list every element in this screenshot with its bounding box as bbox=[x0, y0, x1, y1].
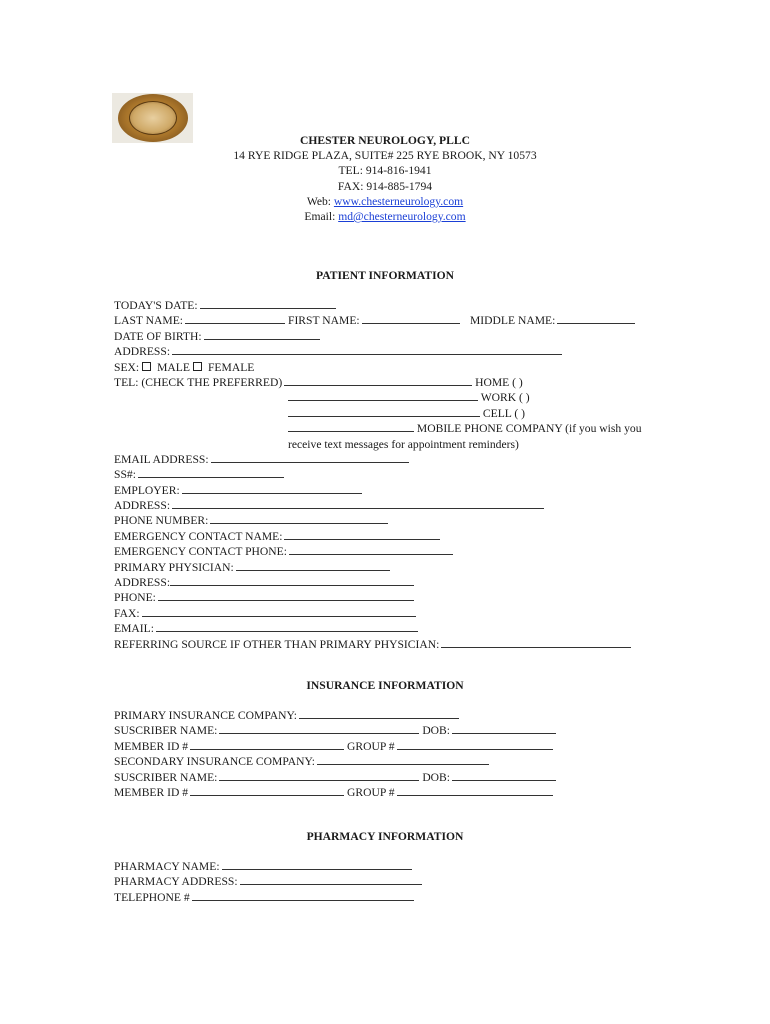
primary-physician-row bbox=[114, 560, 642, 575]
subscriber2-dob-label: DOB: bbox=[422, 770, 451, 784]
subscriber2-row bbox=[114, 770, 556, 785]
subscriber2-dob-field[interactable] bbox=[452, 770, 556, 781]
todays-date-field[interactable] bbox=[200, 298, 336, 309]
home-label: HOME ( ) bbox=[475, 375, 523, 389]
cell-phone-field[interactable] bbox=[288, 406, 480, 417]
employer-row bbox=[114, 483, 642, 498]
insurance-info-title: INSURANCE INFORMATION bbox=[306, 679, 464, 692]
email-link[interactable]: md@chesterneurology.com bbox=[338, 210, 466, 224]
mobile-note: receive text messages for appointment reminders) bbox=[288, 437, 519, 451]
first-name-label: FIRST NAME: bbox=[288, 314, 360, 328]
home-phone-field[interactable] bbox=[284, 375, 472, 386]
tel-home-row bbox=[114, 375, 642, 390]
logo-seal-inner bbox=[129, 101, 177, 135]
address-row bbox=[114, 344, 642, 359]
physician-email-label: EMAIL: bbox=[114, 622, 154, 636]
email-row bbox=[114, 452, 642, 467]
male-checkbox[interactable] bbox=[142, 362, 151, 371]
practice-web bbox=[0, 194, 770, 209]
physician-fax-label: FAX: bbox=[114, 606, 140, 620]
email-field[interactable] bbox=[211, 452, 409, 463]
subscriber-dob-field[interactable] bbox=[452, 723, 556, 734]
subscriber-name-label: SUSCRIBER NAME: bbox=[114, 724, 218, 738]
pharmacy-telephone-row bbox=[114, 890, 422, 905]
emergency-name-field[interactable] bbox=[284, 529, 440, 540]
group-field[interactable] bbox=[397, 739, 553, 750]
mobile-company-row bbox=[114, 421, 642, 436]
female-label: FEMALE bbox=[207, 360, 255, 374]
referring-source-label: REFERRING SOURCE IF OTHER THAN PRIMARY PHYSICIAN: bbox=[114, 637, 440, 651]
sex-row bbox=[114, 360, 642, 375]
male-label: MALE bbox=[157, 360, 190, 374]
referring-source-field[interactable] bbox=[441, 637, 631, 648]
mobile-company-label: MOBILE PHONE COMPANY (if you wish you bbox=[416, 422, 642, 436]
physician-phone-field[interactable] bbox=[158, 590, 414, 601]
first-name-group bbox=[288, 313, 460, 328]
first-name-field[interactable] bbox=[362, 313, 460, 324]
member2-row bbox=[114, 785, 556, 800]
subscriber2-name-label: SUSCRIBER NAME: bbox=[114, 770, 218, 784]
dob-label: DATE OF BIRTH: bbox=[114, 329, 202, 343]
group2-field[interactable] bbox=[397, 785, 553, 796]
subscriber-name-field[interactable] bbox=[219, 723, 419, 734]
physician-phone-row bbox=[114, 590, 642, 605]
group-label: GROUP # bbox=[346, 739, 395, 753]
address-label: ADDRESS: bbox=[114, 345, 171, 359]
subscriber-dob-label: DOB: bbox=[422, 724, 451, 738]
pharmacy-name-label: PHARMACY NAME: bbox=[114, 860, 220, 873]
member-id-label: MEMBER ID # bbox=[114, 739, 189, 753]
pharmacy-address-field[interactable] bbox=[240, 874, 422, 885]
physician-address-row bbox=[114, 575, 642, 590]
primary-physician-field[interactable] bbox=[236, 560, 390, 571]
pharmacy-telephone-field[interactable] bbox=[192, 890, 414, 901]
web-label: Web: bbox=[306, 194, 334, 208]
ss-label: SS#: bbox=[114, 468, 136, 482]
subscriber-row bbox=[114, 723, 556, 738]
patient-info-title: PATIENT INFORMATION bbox=[316, 269, 454, 282]
primary-physician-label: PRIMARY PHYSICIAN: bbox=[114, 560, 234, 574]
tel-label: TEL: (CHECK THE PREFERRED) bbox=[114, 375, 283, 389]
pharmacy-name-field[interactable] bbox=[222, 859, 412, 870]
physician-address-field[interactable] bbox=[170, 575, 414, 586]
phone-number-row bbox=[114, 513, 642, 528]
primary-insurance-field[interactable] bbox=[299, 708, 459, 719]
pharmacy-info-title: PHARMACY INFORMATION bbox=[306, 830, 464, 843]
tel-cell-row bbox=[114, 406, 642, 421]
secondary-insurance-field[interactable] bbox=[317, 754, 489, 765]
phone-number-field[interactable] bbox=[210, 513, 388, 524]
secondary-insurance-label: SECONDARY INSURANCE COMPANY: bbox=[114, 755, 316, 769]
middle-name-field[interactable] bbox=[557, 313, 635, 324]
physician-email-field[interactable] bbox=[156, 621, 418, 632]
emergency-phone-label: EMERGENCY CONTACT PHONE: bbox=[114, 545, 287, 559]
patient-info-section bbox=[114, 298, 642, 652]
physician-address-label: ADDRESS: bbox=[114, 576, 171, 590]
group2-label: GROUP # bbox=[346, 785, 395, 799]
ss-row bbox=[114, 467, 642, 482]
practice-tel: TEL: 914-816-1941 bbox=[338, 164, 432, 178]
last-name-field[interactable] bbox=[185, 313, 285, 324]
secondary-insurance-row bbox=[114, 754, 556, 769]
physician-fax-field[interactable] bbox=[142, 606, 416, 617]
emergency-phone-row bbox=[114, 544, 642, 559]
todays-date-row bbox=[114, 298, 642, 313]
pharmacy-name-row bbox=[114, 859, 422, 874]
letterhead bbox=[0, 133, 770, 224]
emergency-name-label: EMERGENCY CONTACT NAME: bbox=[114, 529, 283, 543]
email-label-field: EMAIL ADDRESS: bbox=[114, 452, 209, 466]
physician-fax-row bbox=[114, 606, 642, 621]
dob-field[interactable] bbox=[204, 329, 320, 340]
employer-field[interactable] bbox=[182, 483, 362, 494]
employer-label: EMPLOYER: bbox=[114, 483, 180, 497]
email-label: Email: bbox=[304, 210, 339, 224]
cell-label: CELL ( ) bbox=[482, 406, 525, 420]
member-id-field[interactable] bbox=[190, 739, 344, 750]
emergency-phone-field[interactable] bbox=[289, 544, 453, 555]
emergency-name-row bbox=[114, 529, 642, 544]
middle-name-label: MIDDLE NAME: bbox=[470, 314, 556, 328]
work-phone-field[interactable] bbox=[288, 390, 478, 401]
primary-insurance-label: PRIMARY INSURANCE COMPANY: bbox=[114, 709, 297, 722]
physician-email-row bbox=[114, 621, 642, 636]
practice-email bbox=[0, 209, 770, 224]
female-checkbox[interactable] bbox=[193, 362, 202, 371]
sex-label: SEX: bbox=[114, 360, 140, 374]
web-link[interactable]: www.chesterneurology.com bbox=[333, 194, 464, 208]
practice-fax: FAX: 914-885-1794 bbox=[337, 179, 433, 193]
subscriber2-name-field[interactable] bbox=[219, 770, 419, 781]
pharmacy-info-section bbox=[114, 859, 422, 905]
insurance-info-section bbox=[114, 708, 556, 800]
name-row bbox=[114, 313, 642, 328]
tel-work-row bbox=[114, 390, 642, 405]
dob-row bbox=[114, 329, 642, 344]
pharmacy-telephone-label: TELEPHONE # bbox=[114, 890, 190, 904]
ss-field[interactable] bbox=[138, 467, 284, 478]
employer-address-label: ADDRESS: bbox=[114, 499, 171, 513]
work-label: WORK ( ) bbox=[480, 391, 530, 405]
mobile-note-row bbox=[114, 437, 642, 452]
pharmacy-address-row bbox=[114, 874, 422, 889]
referring-source-row bbox=[114, 637, 642, 652]
pharmacy-address-label: PHARMACY ADDRESS: bbox=[114, 875, 238, 889]
employer-address-row bbox=[114, 498, 642, 513]
mobile-company-field[interactable] bbox=[288, 421, 414, 432]
last-name-label: LAST NAME: bbox=[114, 314, 184, 328]
phone-number-label: PHONE NUMBER: bbox=[114, 514, 209, 528]
employer-address-field[interactable] bbox=[172, 498, 544, 509]
member2-id-label: MEMBER ID # bbox=[114, 785, 189, 799]
address-field[interactable] bbox=[172, 344, 562, 355]
member-row bbox=[114, 739, 556, 754]
member2-id-field[interactable] bbox=[190, 785, 344, 796]
middle-name-group bbox=[470, 313, 635, 328]
physician-phone-label: PHONE: bbox=[114, 591, 156, 605]
practice-address: 14 RYE RIDGE PLAZA, SUITE# 225 RYE BROOK, NY 10573 bbox=[233, 149, 537, 163]
primary-insurance-row bbox=[114, 708, 556, 723]
todays-date-label: TODAY'S DATE: bbox=[114, 299, 198, 312]
practice-name: CHESTER NEUROLOGY, PLLC bbox=[300, 134, 470, 147]
